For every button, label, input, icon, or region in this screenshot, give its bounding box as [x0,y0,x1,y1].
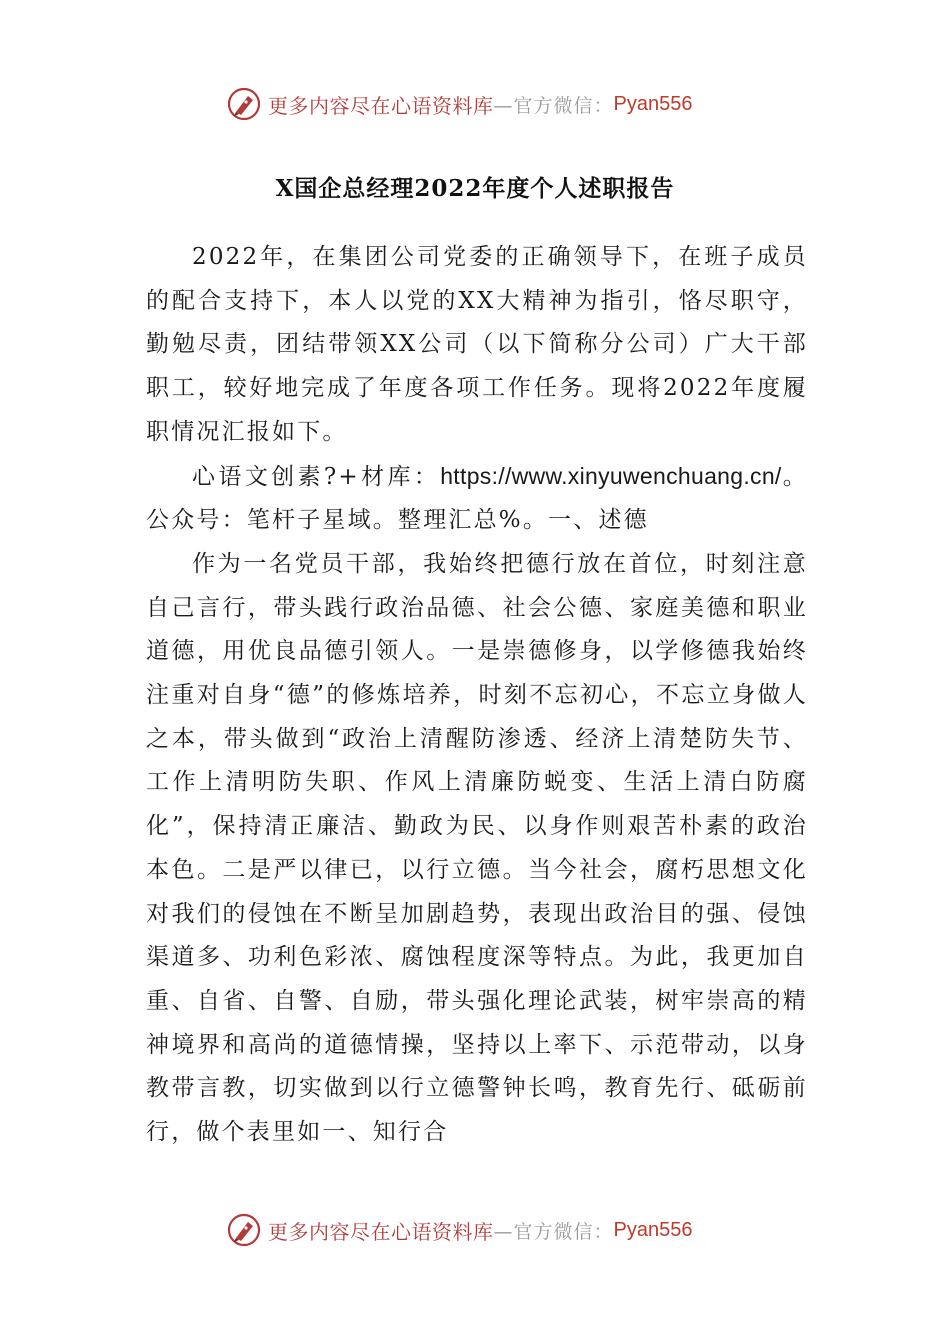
watermark-wechat-id: Pyan556 [613,1218,693,1241]
promo-prefix: 心语文创素?+材库： [192,463,441,490]
watermark-separator: —官方微信： [493,94,614,117]
watermark-wechat-id: Pyan556 [613,92,693,115]
document-body [146,236,808,1155]
pen-nib-logo-icon [226,1212,262,1248]
watermark-text: 更多内容尽在心语资料库 [268,1219,494,1244]
promo-suffix: 。公众号：笔杆子星域。整理汇总%。一、述德 [146,463,809,534]
watermark-text: 更多内容尽在心语资料库 [268,93,494,118]
document-title: X国企总经理2022年度个人述职报告 [275,175,675,202]
footer-watermark [226,1210,692,1250]
pen-nib-logo-icon [226,86,262,122]
paragraph-ethics: 作为一名党员干部，我始终把德行放在首位，时刻注意自己言行，带头践行政治品德、社会公德、家庭美德和职业道德，用优良品德引领人。一是崇德修身，以学修德我始终注重对自身“德”的修炼培养，时刻不忘初心，不忘立身做人之本，带头做到“政治上清醒防渗透、经济上清楚防失节、工作上清明防失职、作风上清廉防蜕变、生活上清白防腐化”，保持清正廉洁、勤政为民、以身作则艰苦朴素的政治本色。二是严以律已，以行立德。当今社会，腐朽思想文化对我们的侵蚀在不断呈加剧趋势，表现出政治目的强、侵蚀渠道多、功利色彩浓、腐蚀程度深等特点。为此，我更加自重、自省、自警、自励，带头强化理论武装，树牢崇高的精神境界和高尚的道德情操，坚持以上率下、示范带动，以身教带言教，切实做到以行立德警钟长鸣，教育先行、砥砺前行，做个表里如一、知行合 [146,550,808,1146]
watermark-separator: —官方微信： [493,1220,614,1243]
paragraph-intro: 2022年，在集团公司党委的正确领导下，在班子成员的配合支持下，本人以党的XX大精神为指引，恪尽职守，勤勉尽责，团结带领XX公司（以下简称分公司）广大干部职工，较好地完成了年度各项工作任务。现将2022年度履职情况汇报如下。 [146,244,808,445]
header-watermark [226,84,692,124]
paragraph-promo [146,455,808,543]
promo-url-link[interactable]: https://www.xinyuwenchuang.cn/ [440,462,782,489]
